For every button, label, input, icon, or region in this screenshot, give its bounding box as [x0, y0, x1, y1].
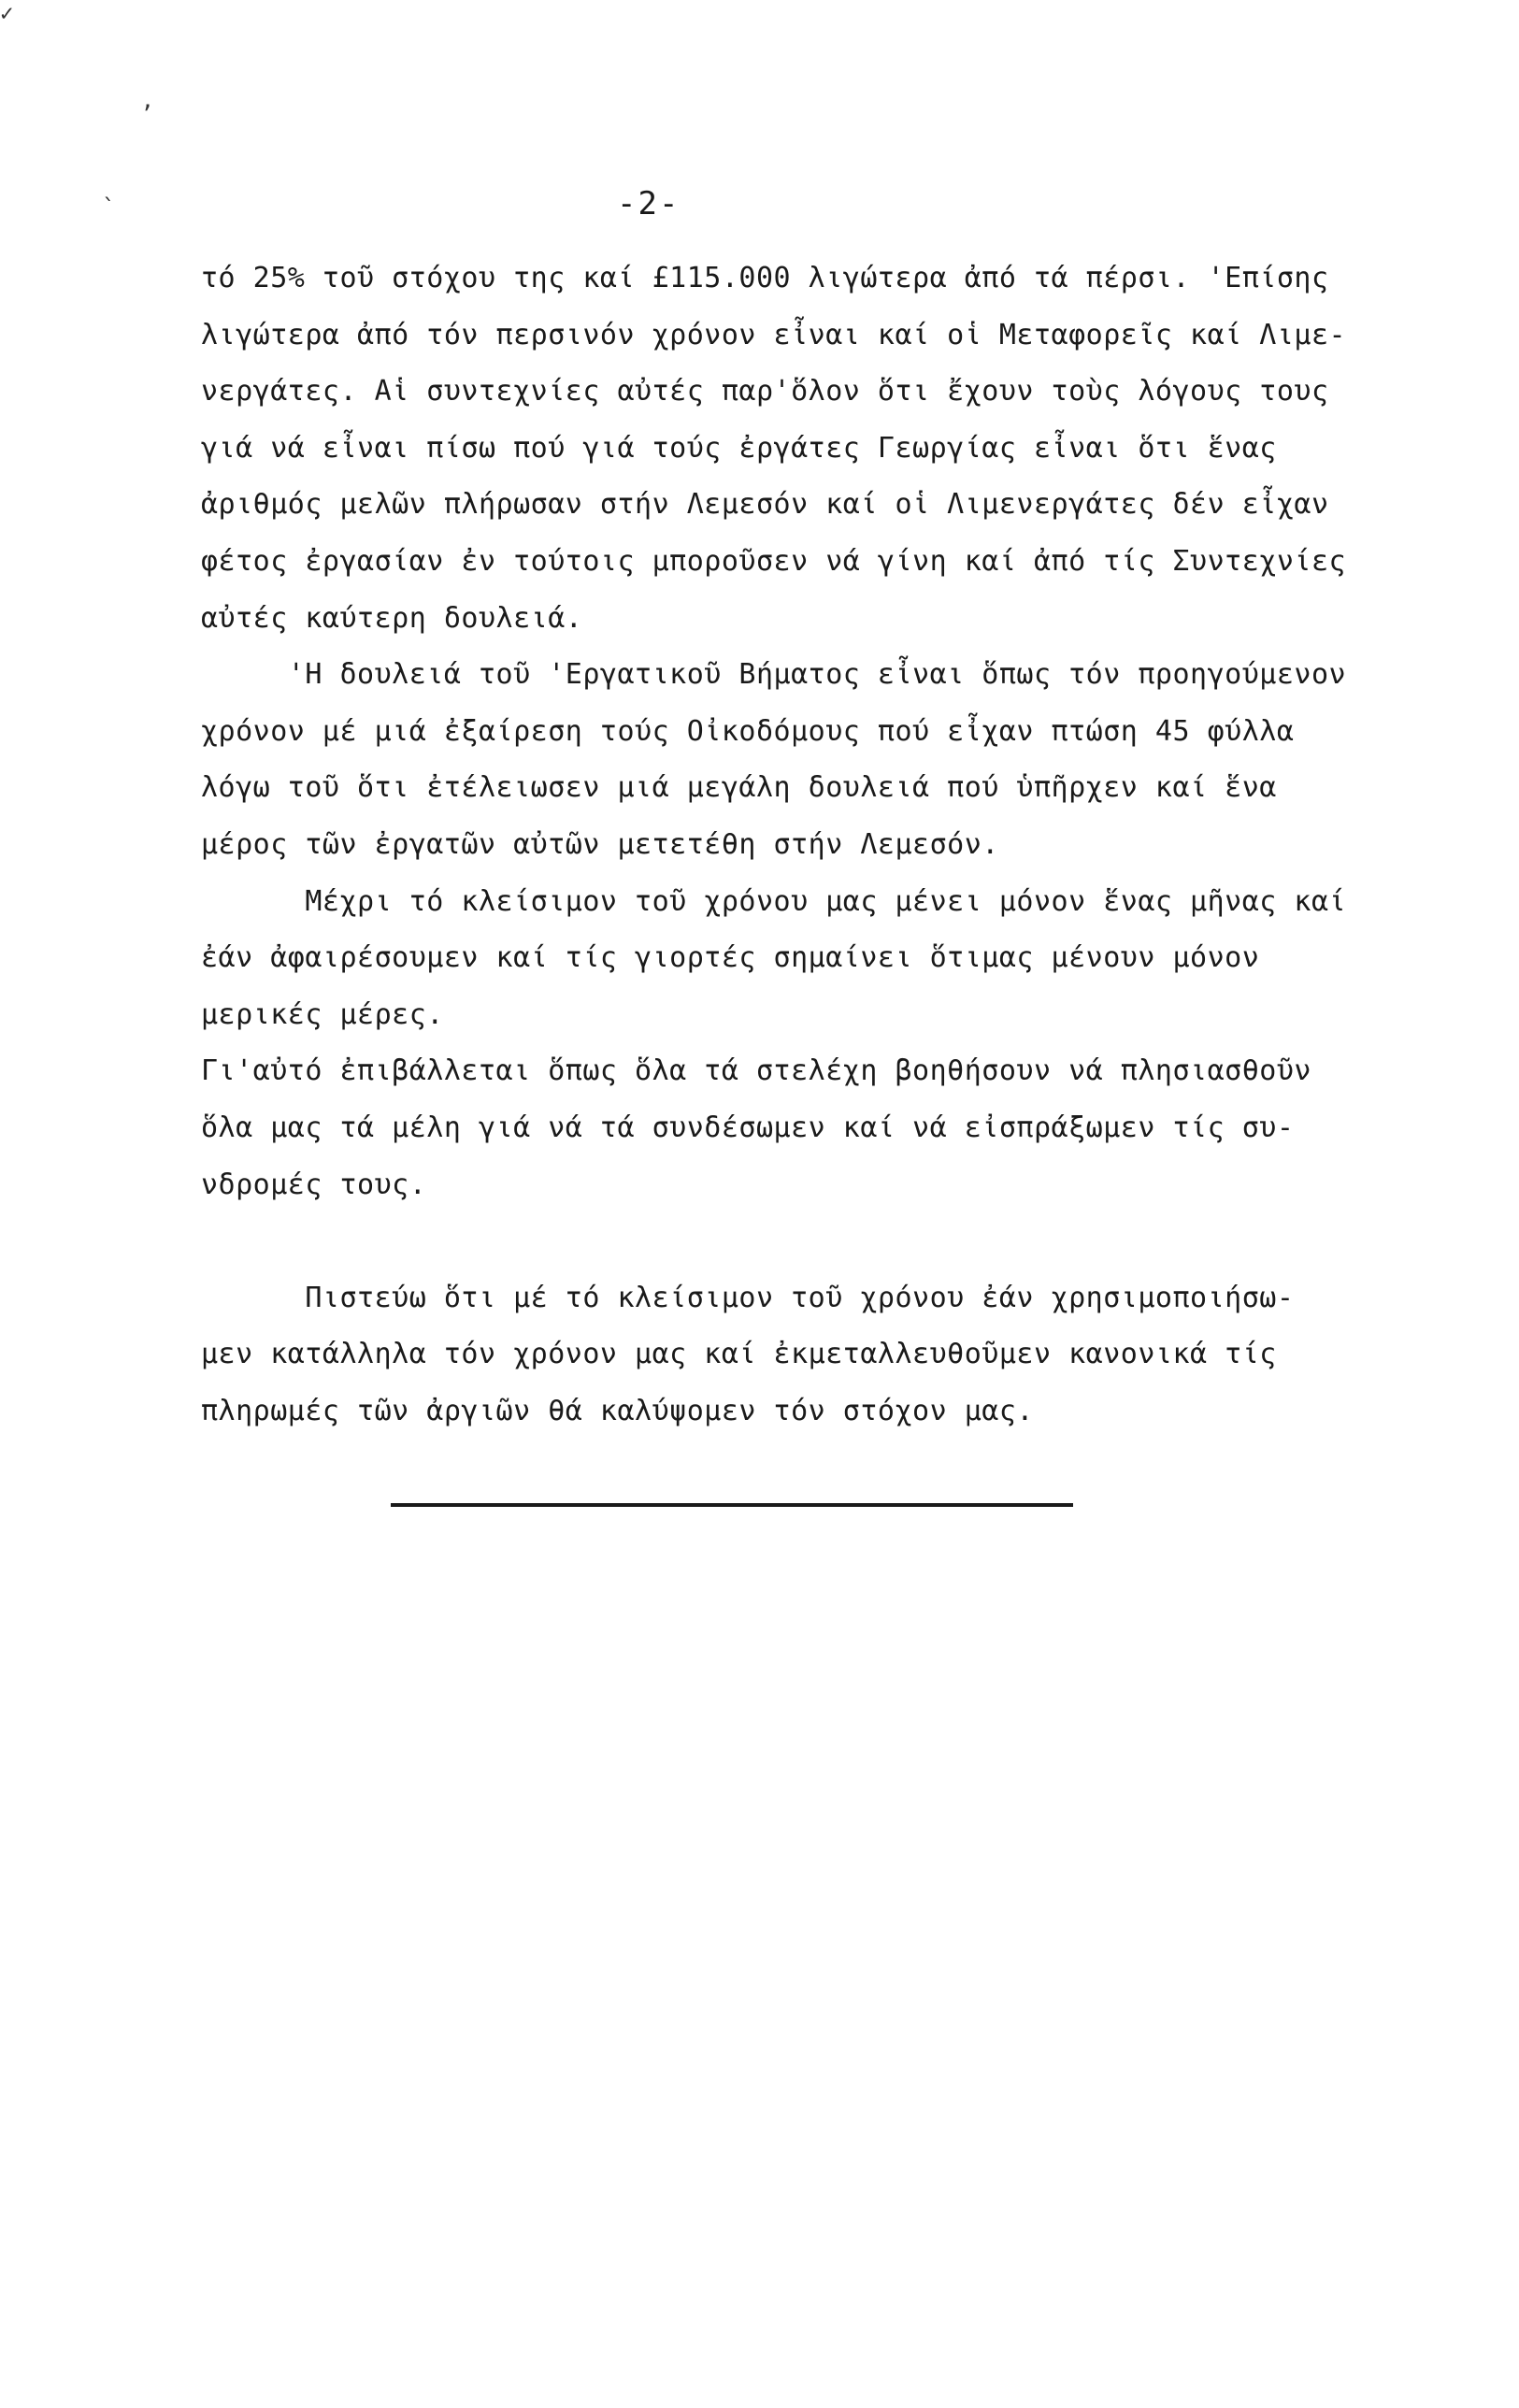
text-line: νεργάτες. Αἱ συντεχνίες αὐτές παρ'ὅλον ὅτι ἔχουν τοὺς λόγους τους [201, 375, 1329, 408]
text-line: πληρωμές τῶν ἀργιῶν θά καλύψομεν τόν στόχον μας. [201, 1394, 1034, 1427]
text-line: Μέχρι τό κλείσιμον τοῦ χρόνου μας μένει μόνον ἕνας μῆνας καί [201, 884, 1347, 918]
stray-tick-mark: ’ [140, 101, 154, 127]
text-line [201, 1213, 1454, 1270]
text-line: λιγώτερα ἀπό τόν περσινόν χρόνον εἶναι καί οἱ Μεταφορεῖς καί Λιμε- [201, 318, 1347, 351]
body-text [201, 251, 1454, 1440]
corner-stray-mark: ✓ [0, 0, 14, 26]
text-line: γιά νά εἶναι πίσω πού γιά τούς ἐργάτες Γεωργίας εἶναι ὅτι ἕνας [201, 431, 1277, 465]
closing-divider-line [391, 1503, 1073, 1507]
text-line: αὐτές καύτερη δουλειά. [201, 601, 583, 635]
text-line: ἀριθμός μελῶν πλήρωσαν στήν Λεμεσόν καί οἱ Λιμενεργάτες δέν εἶχαν [201, 488, 1329, 522]
text-line: μέρος τῶν ἐργατῶν αὐτῶν μετετέθη στήν Λεμεσόν. [201, 827, 999, 861]
text-line: ἐάν ἀφαιρέσουμεν καί τίς γιορτές σημαίνει ὅτιμας μένουν μόνον [201, 941, 1260, 975]
text-line: νδρομές τους. [201, 1168, 427, 1201]
text-line: ὅλα μας τά μέλη γιά νά τά συνδέσωμεν καί νά εἰσπράξωμεν τίς συ- [201, 1111, 1295, 1144]
text-line: φέτος ἐργασίαν ἐν τούτοις μποροῦσεν νά γίνη καί ἀπό τίς Συντεχνίες [201, 544, 1347, 578]
stray-dot-mark: ˎ [101, 174, 115, 200]
text-line: λόγω τοῦ ὅτι ἐτέλειωσεν μιά μεγάλη δουλειά πού ὑπῆρχεν καί ἕνα [201, 771, 1277, 805]
text-line: μεν κατάλληλα τόν χρόνον μας καί ἐκμεταλλευθοῦμεν κανονικά τίς [201, 1338, 1277, 1371]
text-line: τό 25% τοῦ στόχου της καί £115.000 λιγώτερα ἀπό τά πέρσι. 'Επίσης [201, 262, 1329, 294]
text-line: 'Η δουλειά τοῦ 'Εργατικοῦ Βήματος εἶναι ὅπως τόν προηγούμενον [201, 658, 1347, 692]
text-line: Γι'αὐτό ἐπιβάλλεται ὅπως ὅλα τά στελέχη βοηθήσουν νά πλησιασθοῦν [201, 1054, 1311, 1088]
text-line: Πιστεύω ὅτι μέ τό κλείσιμον τοῦ χρόνου ἐάν χρησιμοποιήσω- [201, 1281, 1295, 1314]
page-number: -2- [617, 185, 681, 222]
text-line: μερικές μέρες. [201, 997, 444, 1031]
text-line: χρόνον μέ μιά ἐξαίρεση τούς Οἰκοδόμους πού εἶχαν πτώση 45 φύλλα [201, 714, 1295, 748]
